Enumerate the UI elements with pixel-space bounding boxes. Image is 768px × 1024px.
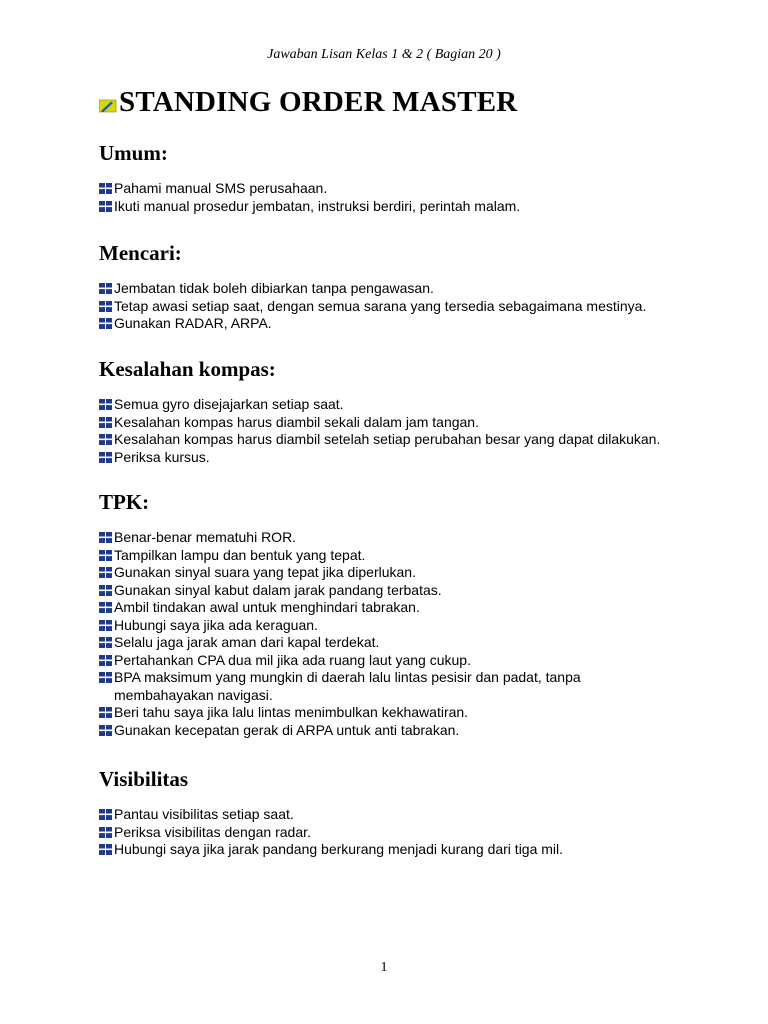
list-item-text: Kesalahan kompas harus diambil sekali dalam jam tangan. xyxy=(114,413,479,430)
section-heading: Visibilitas xyxy=(99,767,189,791)
list-item-text: Hubungi saya jika jarak pandang berkurang menjadi kurang dari tiga mil. xyxy=(114,841,564,857)
bullet-list xyxy=(99,806,739,859)
section-kesalahan-kompas xyxy=(99,356,739,466)
square-bullet-icon xyxy=(99,283,113,294)
list-item-text: Jembatan tidak boleh dibiarkan tanpa pengawasan. xyxy=(114,280,434,296)
list-item xyxy=(99,582,739,600)
list-item xyxy=(99,824,739,842)
square-bullet-icon xyxy=(99,827,113,838)
list-item-text: Pertahankan CPA dua mil jika ada ruang laut yang cukup. xyxy=(114,651,471,668)
square-bullet-icon xyxy=(99,452,113,463)
list-item xyxy=(99,652,739,670)
list-item-text: Gunakan kecepatan gerak di ARPA untuk anti tabrakan. xyxy=(114,721,460,738)
list-item xyxy=(99,414,739,432)
page-number: 1 xyxy=(380,960,388,975)
square-bullet-icon xyxy=(99,809,113,820)
list-item-text: Beri tahu saya jika lalu lintas menimbulkan kekhawatiran. xyxy=(114,704,469,720)
section-tpk xyxy=(99,489,739,739)
section-heading: Umum: xyxy=(99,141,168,165)
list-item-text: Semua gyro disejajarkan setiap saat. xyxy=(114,396,344,412)
list-item xyxy=(99,634,739,652)
list-item-text: Gunakan sinyal suara yang tepat jika diperlukan. xyxy=(114,564,416,580)
list-item xyxy=(99,396,739,414)
bullet-list xyxy=(99,280,739,333)
square-bullet-icon xyxy=(99,567,113,578)
list-item-text: Periksa kursus. xyxy=(114,448,210,465)
list-item-text: Periksa visibilitas dengan radar. xyxy=(114,823,311,840)
list-item-text: Selalu jaga jarak aman dari kapal terdekat. xyxy=(114,634,380,650)
list-item xyxy=(99,431,739,449)
running-header: Jawaban Lisan Kelas 1 & 2 ( Bagian 20 ) xyxy=(267,47,501,62)
list-item xyxy=(99,599,739,617)
square-bullet-icon xyxy=(99,434,113,445)
square-bullet-icon xyxy=(99,318,113,329)
square-bullet-icon xyxy=(99,417,113,428)
list-item xyxy=(99,564,739,582)
square-bullet-icon xyxy=(99,602,113,613)
square-bullet-icon xyxy=(99,707,113,718)
bullet-list xyxy=(99,180,739,215)
square-bullet-icon xyxy=(99,585,113,596)
list-item xyxy=(99,841,739,859)
square-bullet-icon xyxy=(99,655,113,666)
section-mencari xyxy=(99,240,739,333)
square-bullet-icon xyxy=(99,201,113,212)
list-item-text: Benar-benar mematuhi ROR. xyxy=(114,529,297,545)
square-bullet-icon xyxy=(99,550,113,561)
square-bullet-icon xyxy=(99,183,113,194)
list-item xyxy=(99,529,739,547)
pencil-icon xyxy=(99,99,117,113)
bullet-list xyxy=(99,396,739,466)
list-item xyxy=(99,669,739,704)
list-item-text: Ambil tindakan awal untuk menghindari tabrakan. xyxy=(114,599,420,615)
document-title-row xyxy=(99,86,517,118)
list-item xyxy=(99,806,739,824)
list-item xyxy=(99,280,739,298)
list-item-text: Kesalahan kompas harus diambil setelah setiap perubahan besar yang dapat dilakukan. xyxy=(114,431,661,447)
list-item xyxy=(99,722,739,740)
square-bullet-icon xyxy=(99,620,113,631)
section-heading: Mencari: xyxy=(99,241,182,265)
list-item-text: Hubungi saya jika ada keraguan. xyxy=(114,616,318,633)
square-bullet-icon xyxy=(99,672,113,683)
square-bullet-icon xyxy=(99,399,113,410)
square-bullet-icon xyxy=(99,301,113,312)
list-item xyxy=(99,449,739,467)
list-item xyxy=(99,547,739,565)
square-bullet-icon xyxy=(99,725,113,736)
list-item xyxy=(99,298,739,316)
section-heading: Kesalahan kompas: xyxy=(99,357,276,381)
list-item-text: Gunakan sinyal kabut dalam jarak pandang terbatas. xyxy=(114,581,442,598)
list-item-text: Gunakan RADAR, ARPA. xyxy=(114,315,272,331)
list-item xyxy=(99,617,739,635)
document-title: STANDING ORDER MASTER xyxy=(119,86,518,118)
list-item xyxy=(99,704,739,722)
list-item xyxy=(99,180,739,198)
section-umum xyxy=(99,140,739,215)
square-bullet-icon xyxy=(99,844,113,855)
list-item xyxy=(99,198,739,216)
bullet-list xyxy=(99,529,739,739)
section-heading: TPK: xyxy=(99,490,150,514)
section-visibilitas xyxy=(99,766,739,859)
list-item-text: Ikuti manual prosedur jembatan, instruksi berdiri, perintah malam. xyxy=(114,197,521,214)
list-item-text: Pahami manual SMS perusahaan. xyxy=(114,180,328,196)
list-item-text: BPA maksimum yang mungkin di daerah lalu lintas pesisir dan padat, tanpa membahayakan navigasi. xyxy=(114,669,581,703)
square-bullet-icon xyxy=(99,532,113,543)
list-item-text: Tetap awasi setiap saat, dengan semua sarana yang tersedia sebagaimana mestinya. xyxy=(114,297,647,314)
list-item-text: Pantau visibilitas setiap saat. xyxy=(114,806,294,822)
list-item xyxy=(99,315,739,333)
square-bullet-icon xyxy=(99,637,113,648)
list-item-text: Tampilkan lampu dan bentuk yang tepat. xyxy=(114,546,366,563)
